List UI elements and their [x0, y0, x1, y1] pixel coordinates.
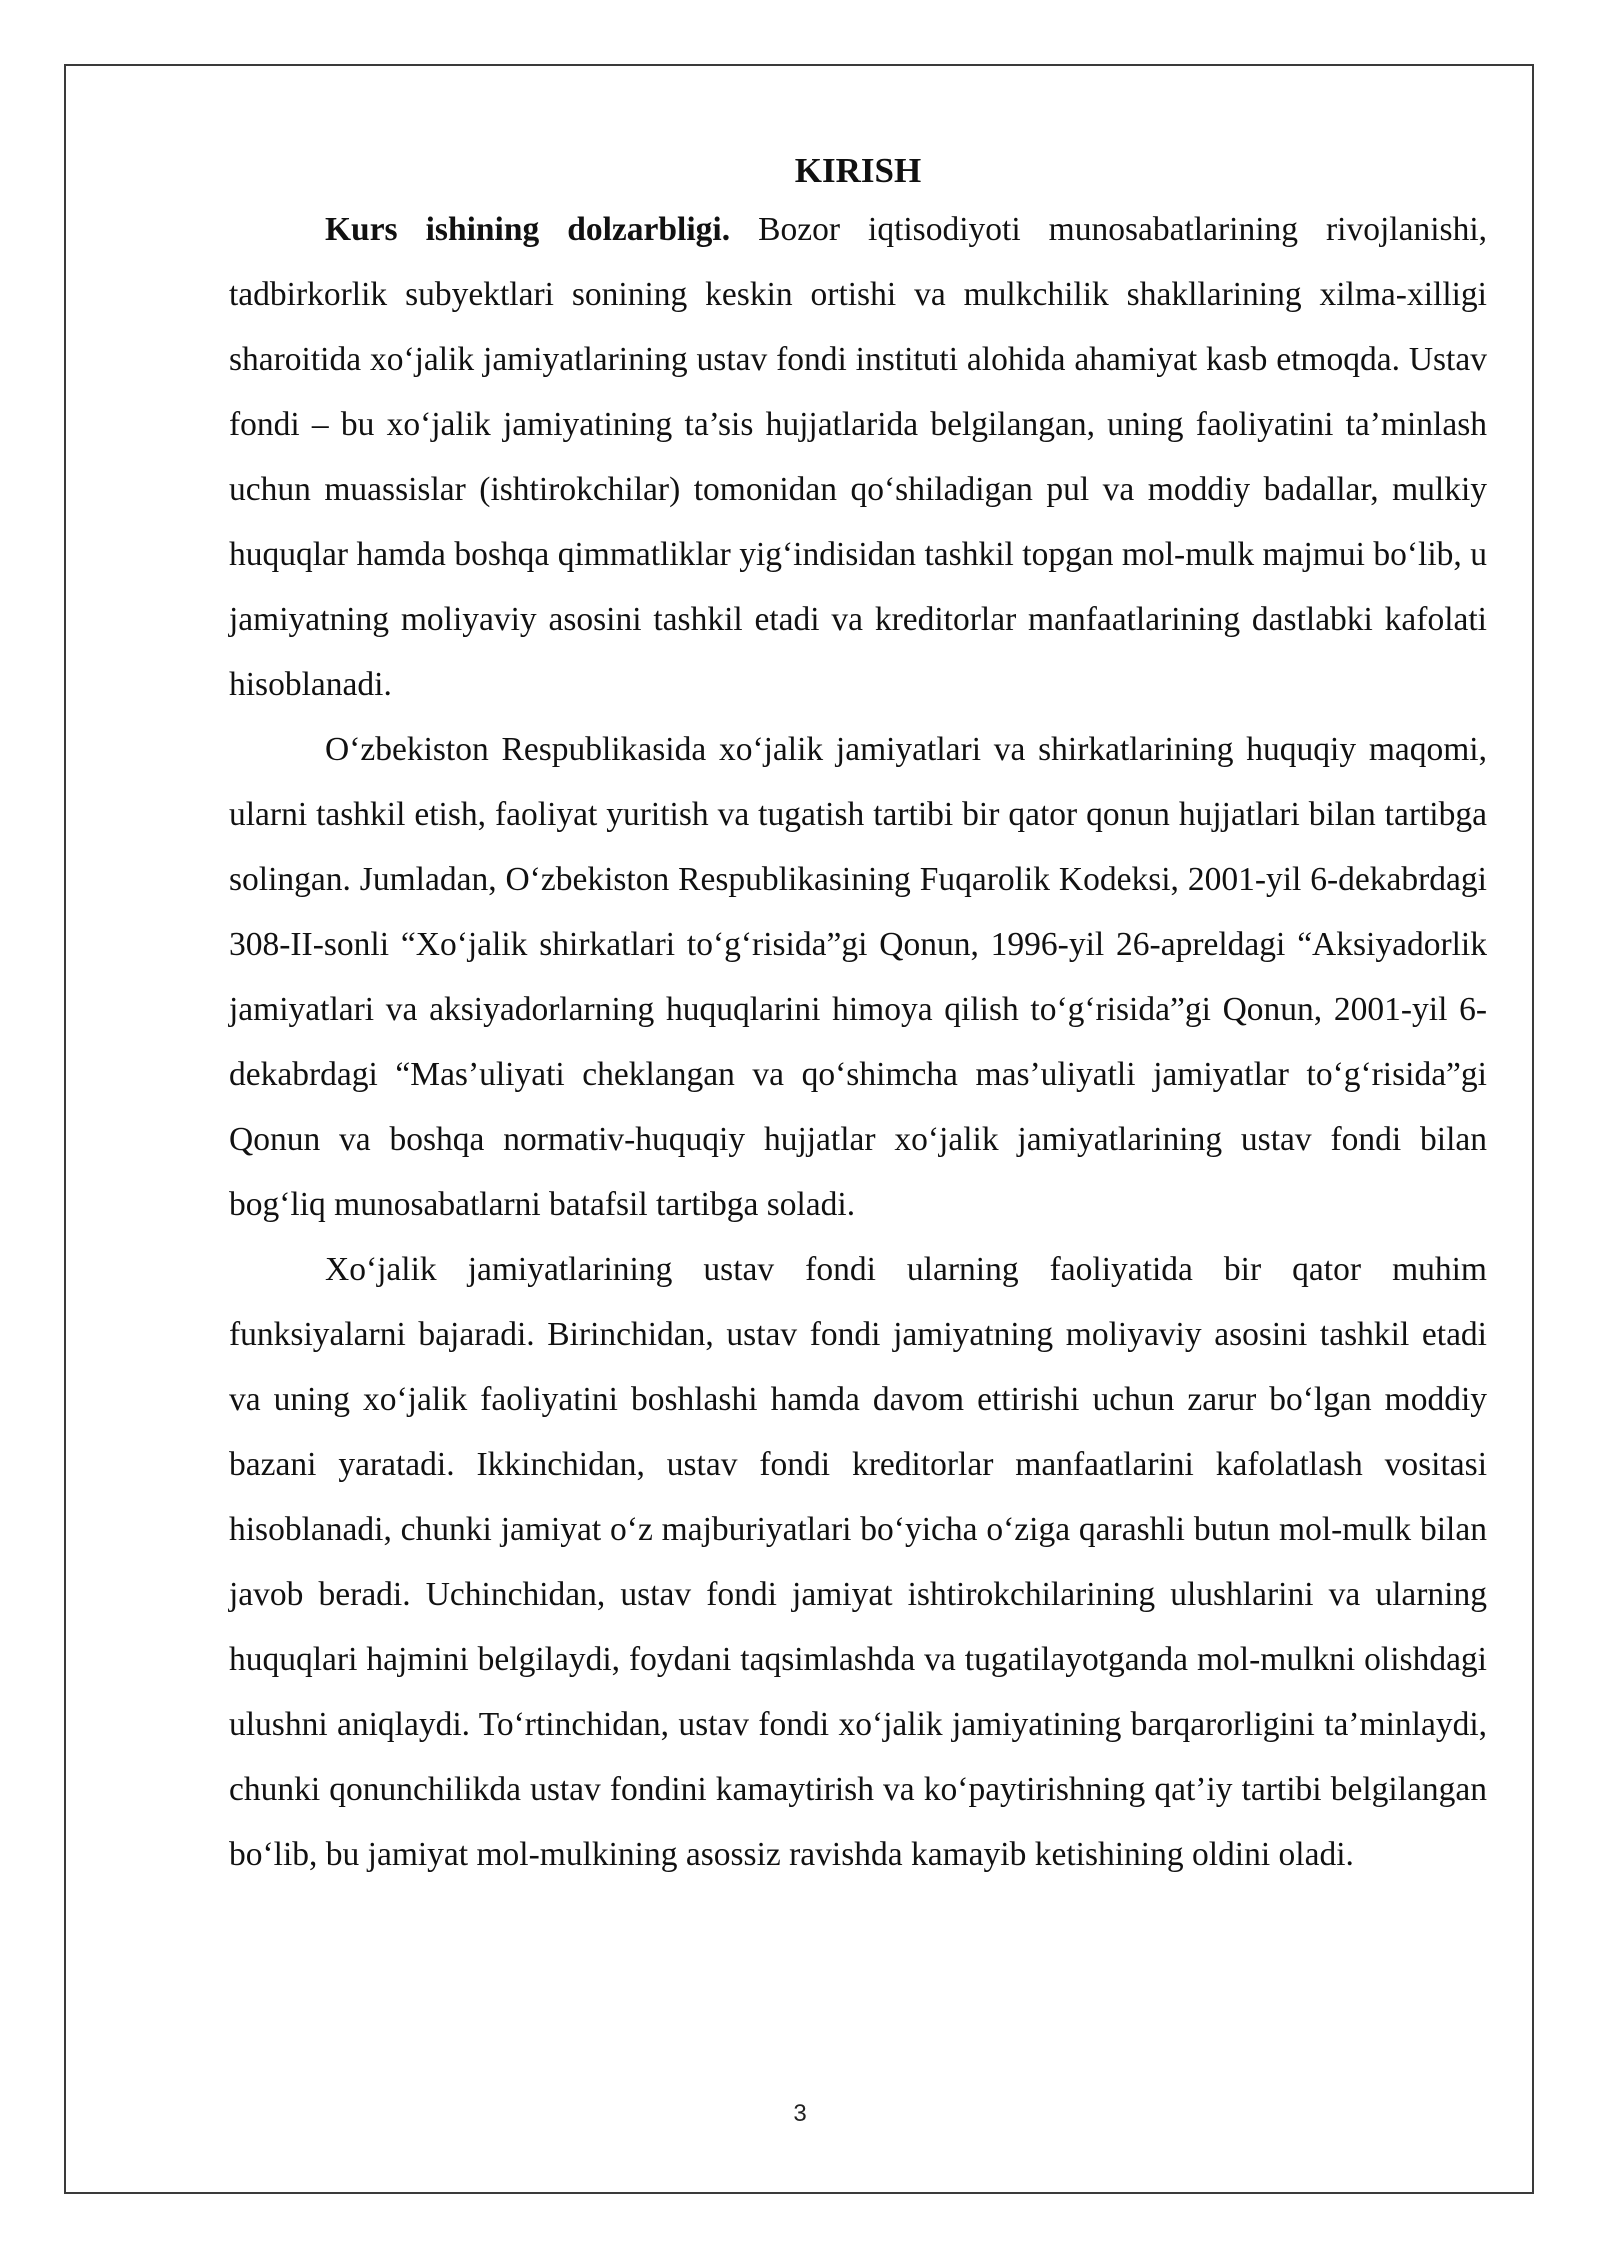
paragraph-text: Xo‘jalik jamiyatlarining ustav fondi ularning faoliyatida bir qator muhim funksiyalarni bajaradi. Birinchidan, ustav fondi jamiyatning moliyaviy asosini tashkil etadi va uning xo‘jalik faoliyatini boshlashi hamda davom ettirishi uchun zarur bo‘lgan moddiy bazani yaratadi. Ikkinchidan, ustav fondi kreditorlar manfaatlarini kafolatlash vositasi hisoblanadi, chunki jamiyat o‘z majburiyatlari bo‘yicha o‘ziga qarashli butun mol-mulk bilan javob beradi. Uchinchidan, ustav fondi jamiyat ishtirokchilarining ulushlarini va ularning huquqlari hajmini belgilaydi, foydani taqsimlashda va tugatilayotganda mol-mulkni olishdagi ulushni aniqlaydi. To‘rtinchidan, ustav fondi xo‘jalik jamiyatining barqarorligini ta’minlaydi, chunki qonunchilikda ustav fondini kamaytirish va ko‘paytirishning qat’iy tartibi belgilangan bo‘lib, bu jamiyat mol-mulkining asossiz ravishda kamayib ketishining oldini oladi. — [229, 1251, 1487, 1873]
paragraph-lead: Kurs ishining dolzarbligi. — [325, 211, 731, 248]
paragraph-legislation — [229, 717, 1487, 1237]
document-body — [229, 148, 1487, 1887]
paragraph-text: Bozor iqtisodiyoti munosabatlarining rivojlanishi, tadbirkorlik subyektlari sonining keskin ortishi va mulkchilik shakllarining xilma-xilligi sharoitida xo‘jalik jamiyatlarining ustav fondi instituti alohida ahamiyat kasb etmoqda. Ustav fondi – bu xo‘jalik jamiyatining ta’sis hujjatlarida belgilangan, uning faoliyatini ta’minlash uchun muassislar (ishtirokchilar) tomonidan qo‘shiladigan pul va moddiy badallar, mulkiy huquqlar hamda boshqa qimmatliklar yig‘indisidan tashkil topgan mol-mulk majmui bo‘lib, u jamiyatning moliyaviy asosini tashkil etadi va kreditorlar manfaatlarining dastlabki kafolati hisoblanadi. — [229, 211, 1487, 703]
paragraph-relevance — [229, 197, 1487, 717]
paragraph-functions — [229, 1237, 1487, 1887]
page-number: 3 — [793, 2100, 807, 2127]
paragraph-text: O‘zbekiston Respublikasida xo‘jalik jamiyatlari va shirkatlarining huquqiy maqomi, ularni tashkil etish, faoliyat yuritish va tugatish tartibi bir qator qonun hujjatlari bilan tartibga solingan. Jumladan, O‘zbekiston Respublikasining Fuqarolik Kodeksi, 2001-yil 6-dekabrdagi 308-II-sonli “Xo‘jalik shirkatlari to‘g‘risida”gi Qonun, 1996-yil 26-apreldagi “Aksiyadorlik jamiyatlari va aksiyadorlarning huquqlarini himoya qilish to‘g‘risida”gi Qonun, 2001-yil 6-dekabrdagi “Mas’uliyati cheklangan va qo‘shimcha mas’uliyatli jamiyatlar to‘g‘risida”gi Qonun va boshqa normativ-huquqiy hujjatlar xo‘jalik jamiyatlarining ustav fondi bilan bog‘liq munosabatlarni batafsil tartibga soladi. — [229, 731, 1487, 1223]
section-title: KIRISH — [794, 151, 922, 190]
